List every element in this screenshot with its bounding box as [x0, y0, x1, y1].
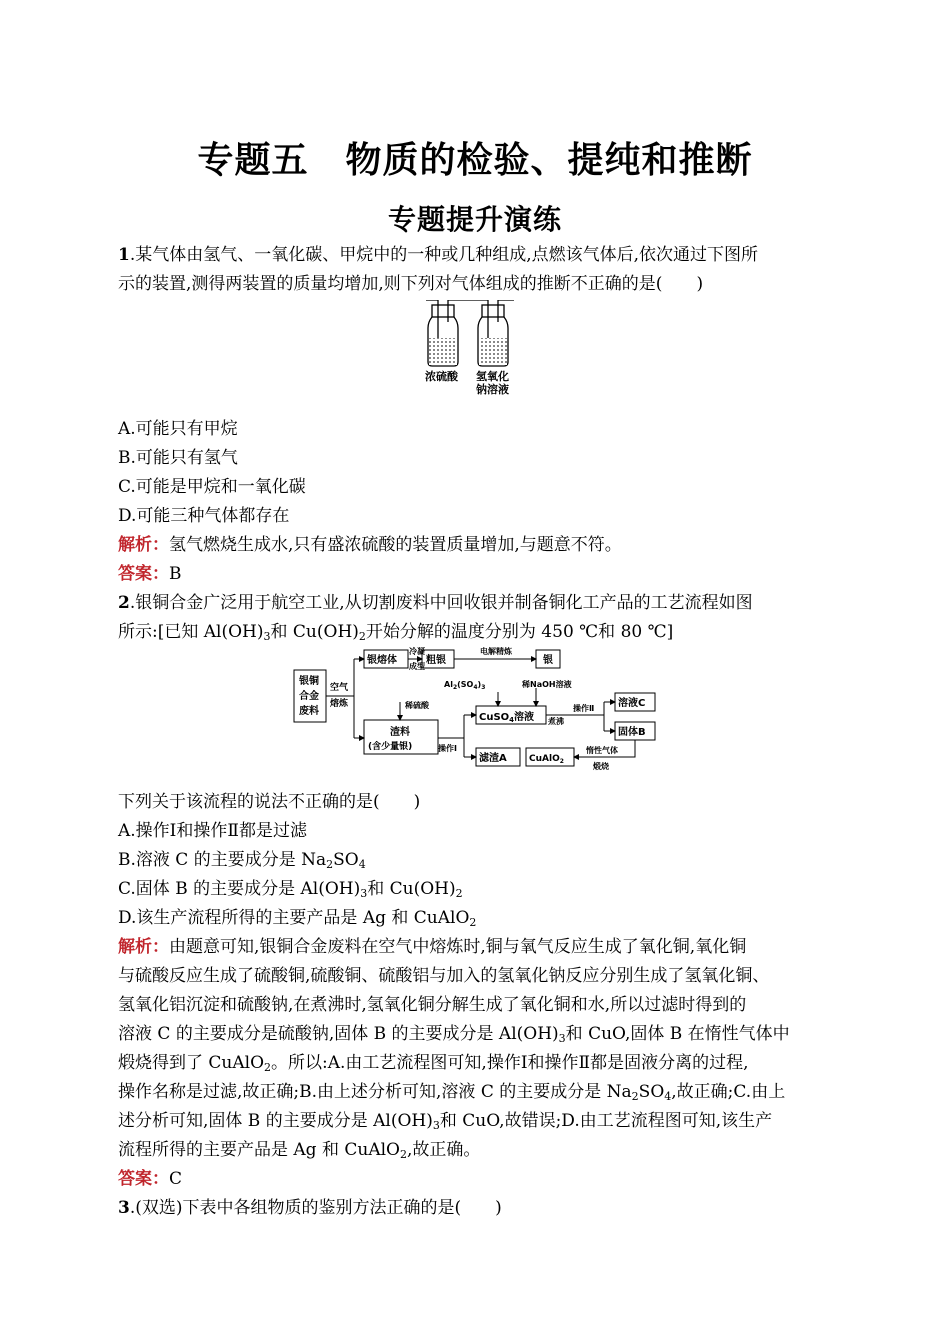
q2-analysis-line8: 流程所得的主要产品是 Ag 和 CuAlO$_2$,故正确。 — [118, 1140, 481, 1161]
q2-stem-line1: 2.银铜合金广泛用于航空工业,从切割废料中回收银并制备铜化工产品的工艺流程如图 — [118, 593, 753, 613]
flow-air: 空气 — [330, 683, 349, 693]
q1-stem-line1: 1.某气体由氢气、一氧化碳、甲烷中的一种或几种组成,点燃该气体后,依次通过下图所 — [118, 245, 759, 265]
flow-al2so43: $Al_2(SO_4)_3$ — [444, 680, 486, 691]
bottle2-label-line2: 钠溶液 — [476, 383, 509, 396]
flow-smelt: 熔炼 — [330, 699, 349, 709]
flow-calcine: 煅烧 — [593, 762, 609, 771]
page-title: 专题五 物质的检验、提纯和推断 — [197, 140, 753, 181]
flow-op1: 操作Ⅰ — [438, 744, 457, 753]
q2-answer-label: 答案： — [118, 1169, 169, 1189]
q2-analysis-line1: 解析：由题意可知,银铜合金废料在空气中熔炼时,铜与氧气反应生成了氧化铜,氧化铜 — [118, 937, 747, 957]
q3-number: 3 — [118, 1198, 130, 1218]
flow-residue-line2: (含少量银) — [368, 742, 413, 752]
flow-sol-c: 溶液C — [618, 698, 646, 709]
flow-melt: 银熔体 — [367, 655, 397, 666]
flow-silver: 银 — [543, 655, 553, 666]
q1-analysis-label: 解析： — [118, 535, 169, 555]
q1-option-a: A.可能只有甲烷 — [118, 419, 238, 439]
bottle2-label-line1: 氢氧化 — [476, 370, 509, 383]
flow-solid-b: 固体B — [618, 727, 646, 738]
q2-analysis-line6: 操作名称是过滤,故正确;B.由上述分析可知,溶液 C 的主要成分是 $Na_2SO_4$,故正确;C.由上 — [118, 1082, 786, 1103]
q2-option-c: C.固体 B 的主要成分是 $Al(OH)_3$和 $Cu(OH)_2$ — [118, 879, 463, 900]
q1-number: 1 — [118, 245, 130, 265]
flow-filter-a: 滤渣A — [479, 753, 507, 764]
q2-answer: 答案：C — [118, 1169, 183, 1189]
q2-analysis-line5: 煅烧得到了 CuAlO$_2$。所以:A.由工艺流程图可知,操作Ⅰ和操作Ⅱ都是固液分离的过程, — [118, 1053, 749, 1074]
flow-acid: 稀硫酸 — [405, 701, 429, 710]
q1-figure-bottles — [420, 300, 530, 400]
page-subtitle: 专题提升演练 — [387, 203, 562, 236]
q1-analysis: 解析：氢气燃烧生成水,只有盛浓硫酸的装置质量增加,与题意不符。 — [118, 535, 622, 555]
q2-stem-line2: 所示:[已知 $Al(OH)_3$和 $Cu(OH)_2$开始分解的温度分别为 450 ℃和 80 ℃] — [118, 622, 674, 643]
flow-start-line1: 银铜 — [299, 676, 319, 687]
q2-number: 2 — [118, 593, 130, 613]
q2-analysis-label: 解析： — [118, 937, 169, 957]
q2-analysis-line3: 氢氧化铝沉淀和硫酸钠,在煮沸时,氢氧化铜分解生成了氧化铜和水,所以过滤时得到的 — [118, 995, 747, 1015]
q2-flowchart — [292, 640, 662, 772]
flow-op2: 操作Ⅱ — [573, 704, 595, 713]
flow-electro: 电解精炼 — [480, 647, 512, 656]
q1-answer: 答案：B — [118, 564, 182, 584]
flow-cool-line2: 成型 — [409, 662, 425, 671]
q1-option-c: C.可能是甲烷和一氧化碳 — [118, 477, 306, 497]
q2-analysis-line2: 与硫酸反应生成了硫酸铜,硫酸铜、硫酸铝与加入的氢氧化钠反应分别生成了氢氧化铜、 — [118, 966, 770, 986]
q1-option-b: B.可能只有氢气 — [118, 448, 238, 468]
flow-crude: 粗银 — [426, 655, 446, 666]
flow-inert: 惰性气体 — [586, 746, 618, 755]
q1-stem-line2: 示的装置,测得两装置的质量均增加,则下列对气体组成的推断不正确的是( ) — [118, 274, 704, 294]
flow-residue-line1: 渣料 — [390, 727, 410, 738]
q2-option-d: D.该生产流程所得的主要产品是 Ag 和 CuAlO$_2$ — [118, 908, 477, 929]
flow-start-line2: 合金 — [299, 691, 319, 702]
q1-option-d: D.可能三种气体都存在 — [118, 506, 290, 526]
q2-prompt: 下列关于该流程的说法不正确的是( ) — [118, 792, 421, 812]
bottle1-label: 浓硫酸 — [425, 370, 458, 383]
flow-naoh: 稀NaOH溶液 — [522, 680, 572, 689]
q2-analysis-line7: 述分析可知,固体 B 的主要成分是 $Al(OH)_3$和 CuO,故错误;D.由工艺流程图可知,该生产 — [118, 1111, 773, 1132]
flow-start-line3: 废料 — [299, 706, 319, 717]
q2-option-a: A.操作Ⅰ和操作Ⅱ都是过滤 — [118, 821, 307, 841]
q1-answer-label: 答案： — [118, 564, 169, 584]
q3-stem: 3.(双选)下表中各组物质的鉴别方法正确的是( ) — [118, 1198, 502, 1218]
q2-analysis-line4: 溶液 C 的主要成分是硫酸钠,固体 B 的主要成分是 $Al(OH)_3$和 CuO,固体 B 在惰性气体中 — [118, 1024, 790, 1045]
flow-boil: 煮沸 — [548, 717, 564, 726]
flow-cool-line1: 冷凝 — [409, 647, 425, 656]
flow-cuso4: CuSO$_4$溶液 — [479, 712, 535, 724]
q2-option-b: B.溶液 C 的主要成分是 $Na_2SO_4$ — [118, 850, 366, 871]
flow-cualo2: CuAlO$_2$ — [529, 754, 564, 765]
